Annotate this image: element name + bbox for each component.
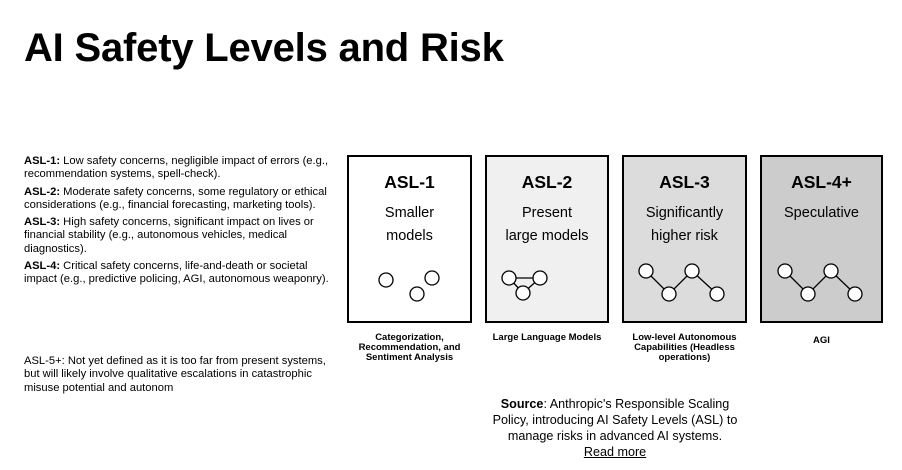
asl-1-caption: Categorization, Recommendation, and Sentiment Analysis xyxy=(358,332,461,363)
asl-4-card xyxy=(760,155,883,323)
asl-2-caption: Large Language Models xyxy=(492,332,602,343)
asl-2-label: ASL-2: xyxy=(24,185,61,198)
node xyxy=(379,273,393,287)
node xyxy=(639,264,653,278)
asl-3-text: High safety concerns, significant impact on lives or financial stability (e.g., autonomous vehicles, medical diagnostics). xyxy=(24,216,314,255)
node xyxy=(502,271,516,285)
asl-3-desc-line-1: Significantly xyxy=(645,205,724,221)
node xyxy=(778,264,792,278)
source-label: Source xyxy=(500,397,544,411)
asl-4-label: ASL-4: xyxy=(24,260,61,273)
asl-3-card xyxy=(622,155,747,323)
asl-4-caption: AGI xyxy=(813,335,830,346)
zigzag-network-icon xyxy=(624,157,745,321)
node xyxy=(710,287,724,301)
asl-2-desc-line-1: Present xyxy=(522,205,572,221)
node xyxy=(662,287,676,301)
asl-2-card-title: ASL-2 xyxy=(521,172,573,192)
node xyxy=(516,286,530,300)
asl-definitions xyxy=(24,155,336,291)
asl-1-desc-line-2: models xyxy=(386,228,433,244)
asl-2-desc-line-2: large models xyxy=(505,228,589,244)
read-more-link[interactable]: Read more xyxy=(583,445,647,459)
edges xyxy=(646,271,717,294)
asl-4-text: Critical safety concerns, life-and-death or societal impact (e.g., predictive policing, AGI, autonomous weaponry). xyxy=(24,260,329,286)
asl-4-desc-line-1: Speculative xyxy=(784,205,859,221)
asl-4-definition xyxy=(24,260,336,287)
edges xyxy=(785,271,855,294)
source-text: : Anthropic's Responsible Scaling Policy, introducing AI Safety Levels (ASL) to manage risks in advanced AI systems. xyxy=(492,397,738,443)
node xyxy=(425,271,439,285)
asl-3-caption: Low-level Autonomous Capabilities (Headless operations) xyxy=(632,332,737,363)
asl-1-definition xyxy=(24,155,336,182)
asl-2-definition xyxy=(24,186,336,213)
node xyxy=(848,287,862,301)
node xyxy=(801,287,815,301)
asl-3-definition xyxy=(24,216,336,256)
asl-1-card xyxy=(347,155,472,323)
asl-4-card-title: ASL-4+ xyxy=(791,172,852,192)
asl-2-text: Moderate safety concerns, some regulatory or ethical considerations (e.g., financial forecasting, marketing tools). xyxy=(24,185,327,211)
asl-1-text: Low safety concerns, negligible impact of errors (e.g., recommendation systems, spell-check). xyxy=(24,155,329,181)
asl-2-card xyxy=(485,155,609,323)
connected-nodes-icon xyxy=(487,157,607,321)
asl-5-note: ASL-5+: Not yet defined as it is too far from present systems, but will likely involve qualitative escalations in catastrophic misuse potential and autonom xyxy=(24,355,326,394)
asl-3-card-title: ASL-3 xyxy=(659,172,710,192)
source-note xyxy=(482,396,748,460)
asl-1-label: ASL-1: xyxy=(24,155,61,167)
node xyxy=(410,287,424,301)
asl-3-label: ASL-3: xyxy=(24,216,61,229)
zigzag-network-icon xyxy=(762,157,881,321)
node xyxy=(685,264,699,278)
asl-3-desc-line-2: higher risk xyxy=(651,228,718,244)
node xyxy=(824,264,838,278)
node xyxy=(533,271,547,285)
asl-1-desc-line-1: Smaller xyxy=(384,205,435,221)
page-title: AI Safety Levels and Risk xyxy=(24,26,504,70)
asl-1-card-title: ASL-1 xyxy=(384,172,435,192)
scattered-nodes-icon xyxy=(349,157,470,321)
